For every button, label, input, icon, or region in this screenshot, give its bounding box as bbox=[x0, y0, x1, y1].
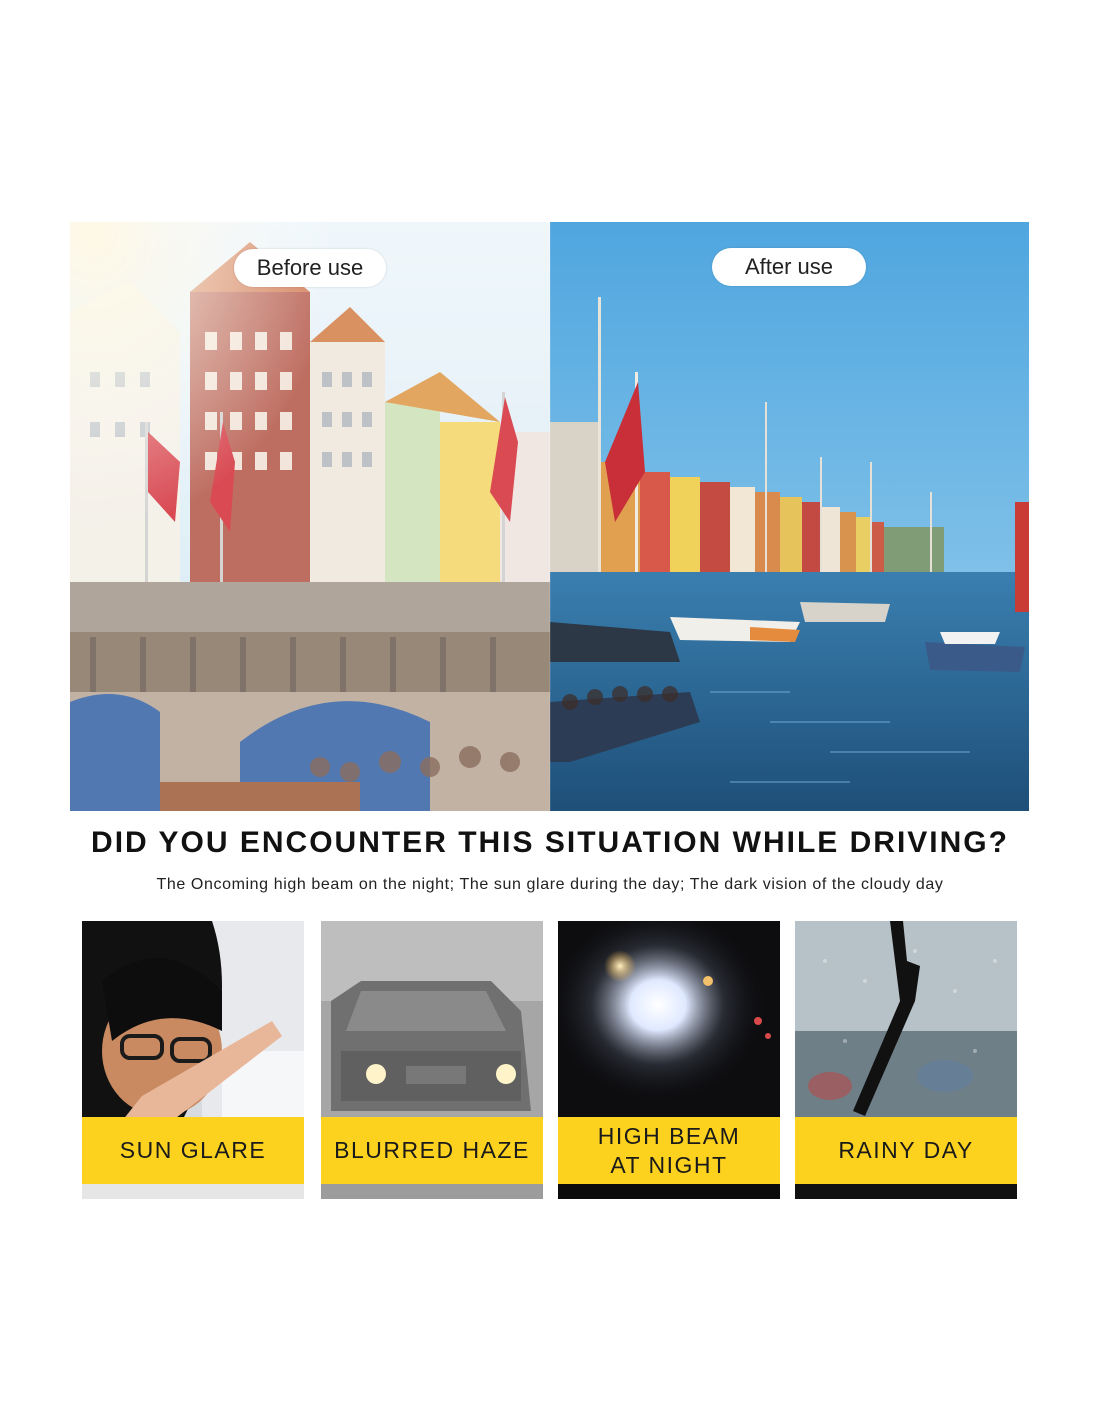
tile-label-sun-glare: SUN GLARE bbox=[82, 1117, 304, 1184]
after-use-label: After use bbox=[712, 248, 866, 286]
tile-label-high-beam-at-night: HIGH BEAM AT NIGHT bbox=[558, 1117, 780, 1184]
before-after-photo bbox=[70, 222, 1029, 811]
page-headline: DID YOU ENCOUNTER THIS SITUATION WHILE DRIVING? bbox=[91, 826, 1009, 859]
after-half bbox=[550, 222, 1029, 811]
tile-rainy-day bbox=[795, 921, 1017, 1199]
tile-label-rainy-day: RAINY DAY bbox=[795, 1117, 1017, 1184]
before-use-label: Before use bbox=[234, 249, 386, 287]
harbor-scene-illustration bbox=[70, 222, 1029, 811]
tile-label-blurred-haze: BLURRED HAZE bbox=[321, 1117, 543, 1184]
situation-tiles bbox=[82, 921, 1017, 1199]
before-half bbox=[70, 222, 550, 811]
tile-high-beam-at-night bbox=[558, 921, 780, 1199]
page-subheadline: The Oncoming high beam on the night; The sun glare during the day; The dark vision of the cloudy day bbox=[156, 876, 944, 893]
tile-sun-glare bbox=[82, 921, 304, 1199]
tile-blurred-haze bbox=[321, 921, 543, 1199]
